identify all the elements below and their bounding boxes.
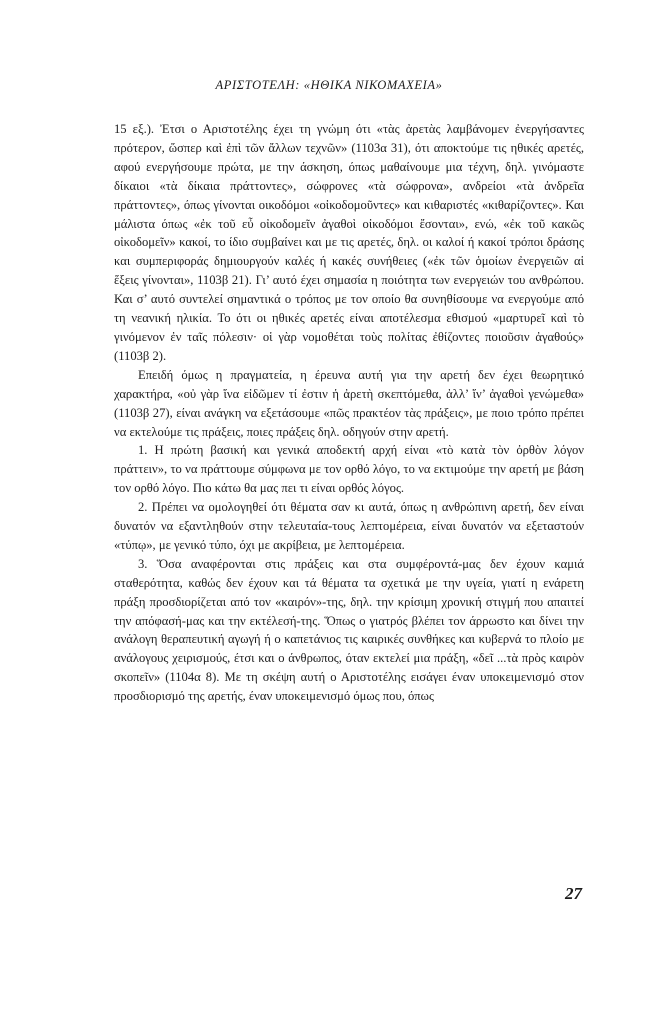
body-text <box>114 120 584 706</box>
paragraph: 15 εξ.). Ἐτσι ο Αριστοτέλης έχει τη γνώμη ότι «τὰς ἀρετὰς λαμβάνομεν ἐνεργήσαντες πρότερον, ὥσπερ καὶ ἐπὶ τῶν ἄλλων τεχνῶν» (1103α 31), ότι αποκτούμε τις ηθικές αρετές, αφού ενεργήσουμε πρώτα, με την άσκηση, όπως μαθαίνουμε μια τέχνη, δηλ. γινόμαστε δίκαιοι «τὰ δίκαια πράττοντες», σώφρονες «τὰ σώφρονα», ανδρείοι «τὰ ἀνδρεῖα πράττοντες», όπως γίνονται οικοδόμοι «οἰκοδομοῦντες» και κιθαριστές «κιθαρίζοντες». Και μάλιστα όπως «ἐκ τοῦ εὖ οἰκοδομεῖν ἀγαθοὶ οἰκοδόμοι ἔσονται», ενώ, «ἐκ τοῦ κακῶς οἰκοδομεῖν» κακοί, το ίδιο συμβαίνει και με τις αρετές, δηλ. οι καλοί ή κακοί τρόποι δράσης και συμπεριφοράς δημιουργούν καλές ή κακές συνήθειες («ἐκ τῶν ὁμοίων ἐνεργειῶν αἱ ἕξεις γίνονται», 1103β 21). Γι’ αυτό έχει σημασία η ποιότητα των ενεργειών του ανθρώπου. Και σ’ αυτό συντελεί σημαντικά ο τρόπος με τον οποίο θα συνηθίσουμε να ενεργούμε από τη νεανική ηλικία. Το ότι οι ηθικές αρετές είναι αποτέλεσμα εθισμού «μαρτυρεῖ καὶ τὸ γινόμενον ἐν ταῖς πόλεσιν· οἱ γὰρ νομοθέται τοὺς πολίτας ἐθίζοντες ποιοῦσιν ἀγαθούς» (1103β 2). <box>114 122 584 363</box>
page-number: 27 <box>565 884 582 903</box>
running-head: ΑΡΙΣΤΟΤΕΛΗ: «ΗΘΙΚΑ ΝΙΚΟΜΑΧΕΙΑ» <box>215 78 443 92</box>
paragraph: 2. Πρέπει να ομολογηθεί ότι θέματα σαν κι αυτά, όπως η ανθρώπινη αρετή, δεν είναι δυνατόν να εξαντληθούν στην τελευταία-τους λεπτομέρεια, είναι δυνατόν να εξεταστούν «τύπῳ», με γενικό τύπο, όχι με ακρίβεια, με λεπτομέρεια. <box>114 500 584 552</box>
paragraph: 1. Η πρώτη βασική και γενικά αποδεκτή αρχή είναι «τὸ κατὰ τὸν ὀρθὸν λόγον πράττειν», το να πράττουμε σύμφωνα με τον ορθό λόγο, το να εκτιμούμε την αρετή με βάση τον ορθό λόγο. Πιο κάτω θα μας πει τι είναι ορθός λόγος. <box>114 443 584 496</box>
paragraph: 3. Ὅσα αναφέρονται στις πράξεις και στα συμφέροντά-μας δεν έχουν καμιά σταθερότητα, καθώς δεν έχουν και τά θέματα τα σχετικά με την υγεία, γιατί η ενάρετη πράξη προσδιορίζεται από τον «καιρόν»-της, δηλ. την κρίσιμη χρονική στιγμή που απαιτεί την απόφασή-μας και την εκτέλεσή-της. Ὅπως ο γιατρός βλέπει τον άρρωστο και δίνει την ανάλογη θεραπευτική αγωγή ή ο καπετάνιος τις καιρικές συνθήκες και κυβερνά το πλοίο με ανάλογους χειρισμούς, έτσι και ο άνθρωπος, όταν εκτελεί μια πράξη, «δεῖ ...τὰ πρὸς καιρὸν σκοπεῖν» (1104α 8). Με τη σκέψη αυτή ο Αριστοτέλης εισάγει έναν υποκειμενισμό στον προσδιορισμό της αρετής, έναν υποκειμενισμό όμως που, όπως <box>114 556 584 704</box>
paragraph: Επειδή όμως η πραγματεία, η έρευνα αυτή για την αρετή δεν έχει θεωρητικό χαρακτήρα, «οὐ γὰρ ἵνα εἰδῶμεν τί ἐστιν ἡ ἀρετὴ σκεπτόμεθα, ἀλλ’ ἵν’ ἀγαθοὶ γενώμεθα» (1103β 27), είναι ανάγκη να εξετάσουμε «πῶς πρακτέον τὰς πράξεις», με ποιο τρόπο πρέπει να εκτελούμε τις πράξεις, ποιες πράξεις δηλ. οδηγούν στην αρετή. <box>114 367 584 439</box>
